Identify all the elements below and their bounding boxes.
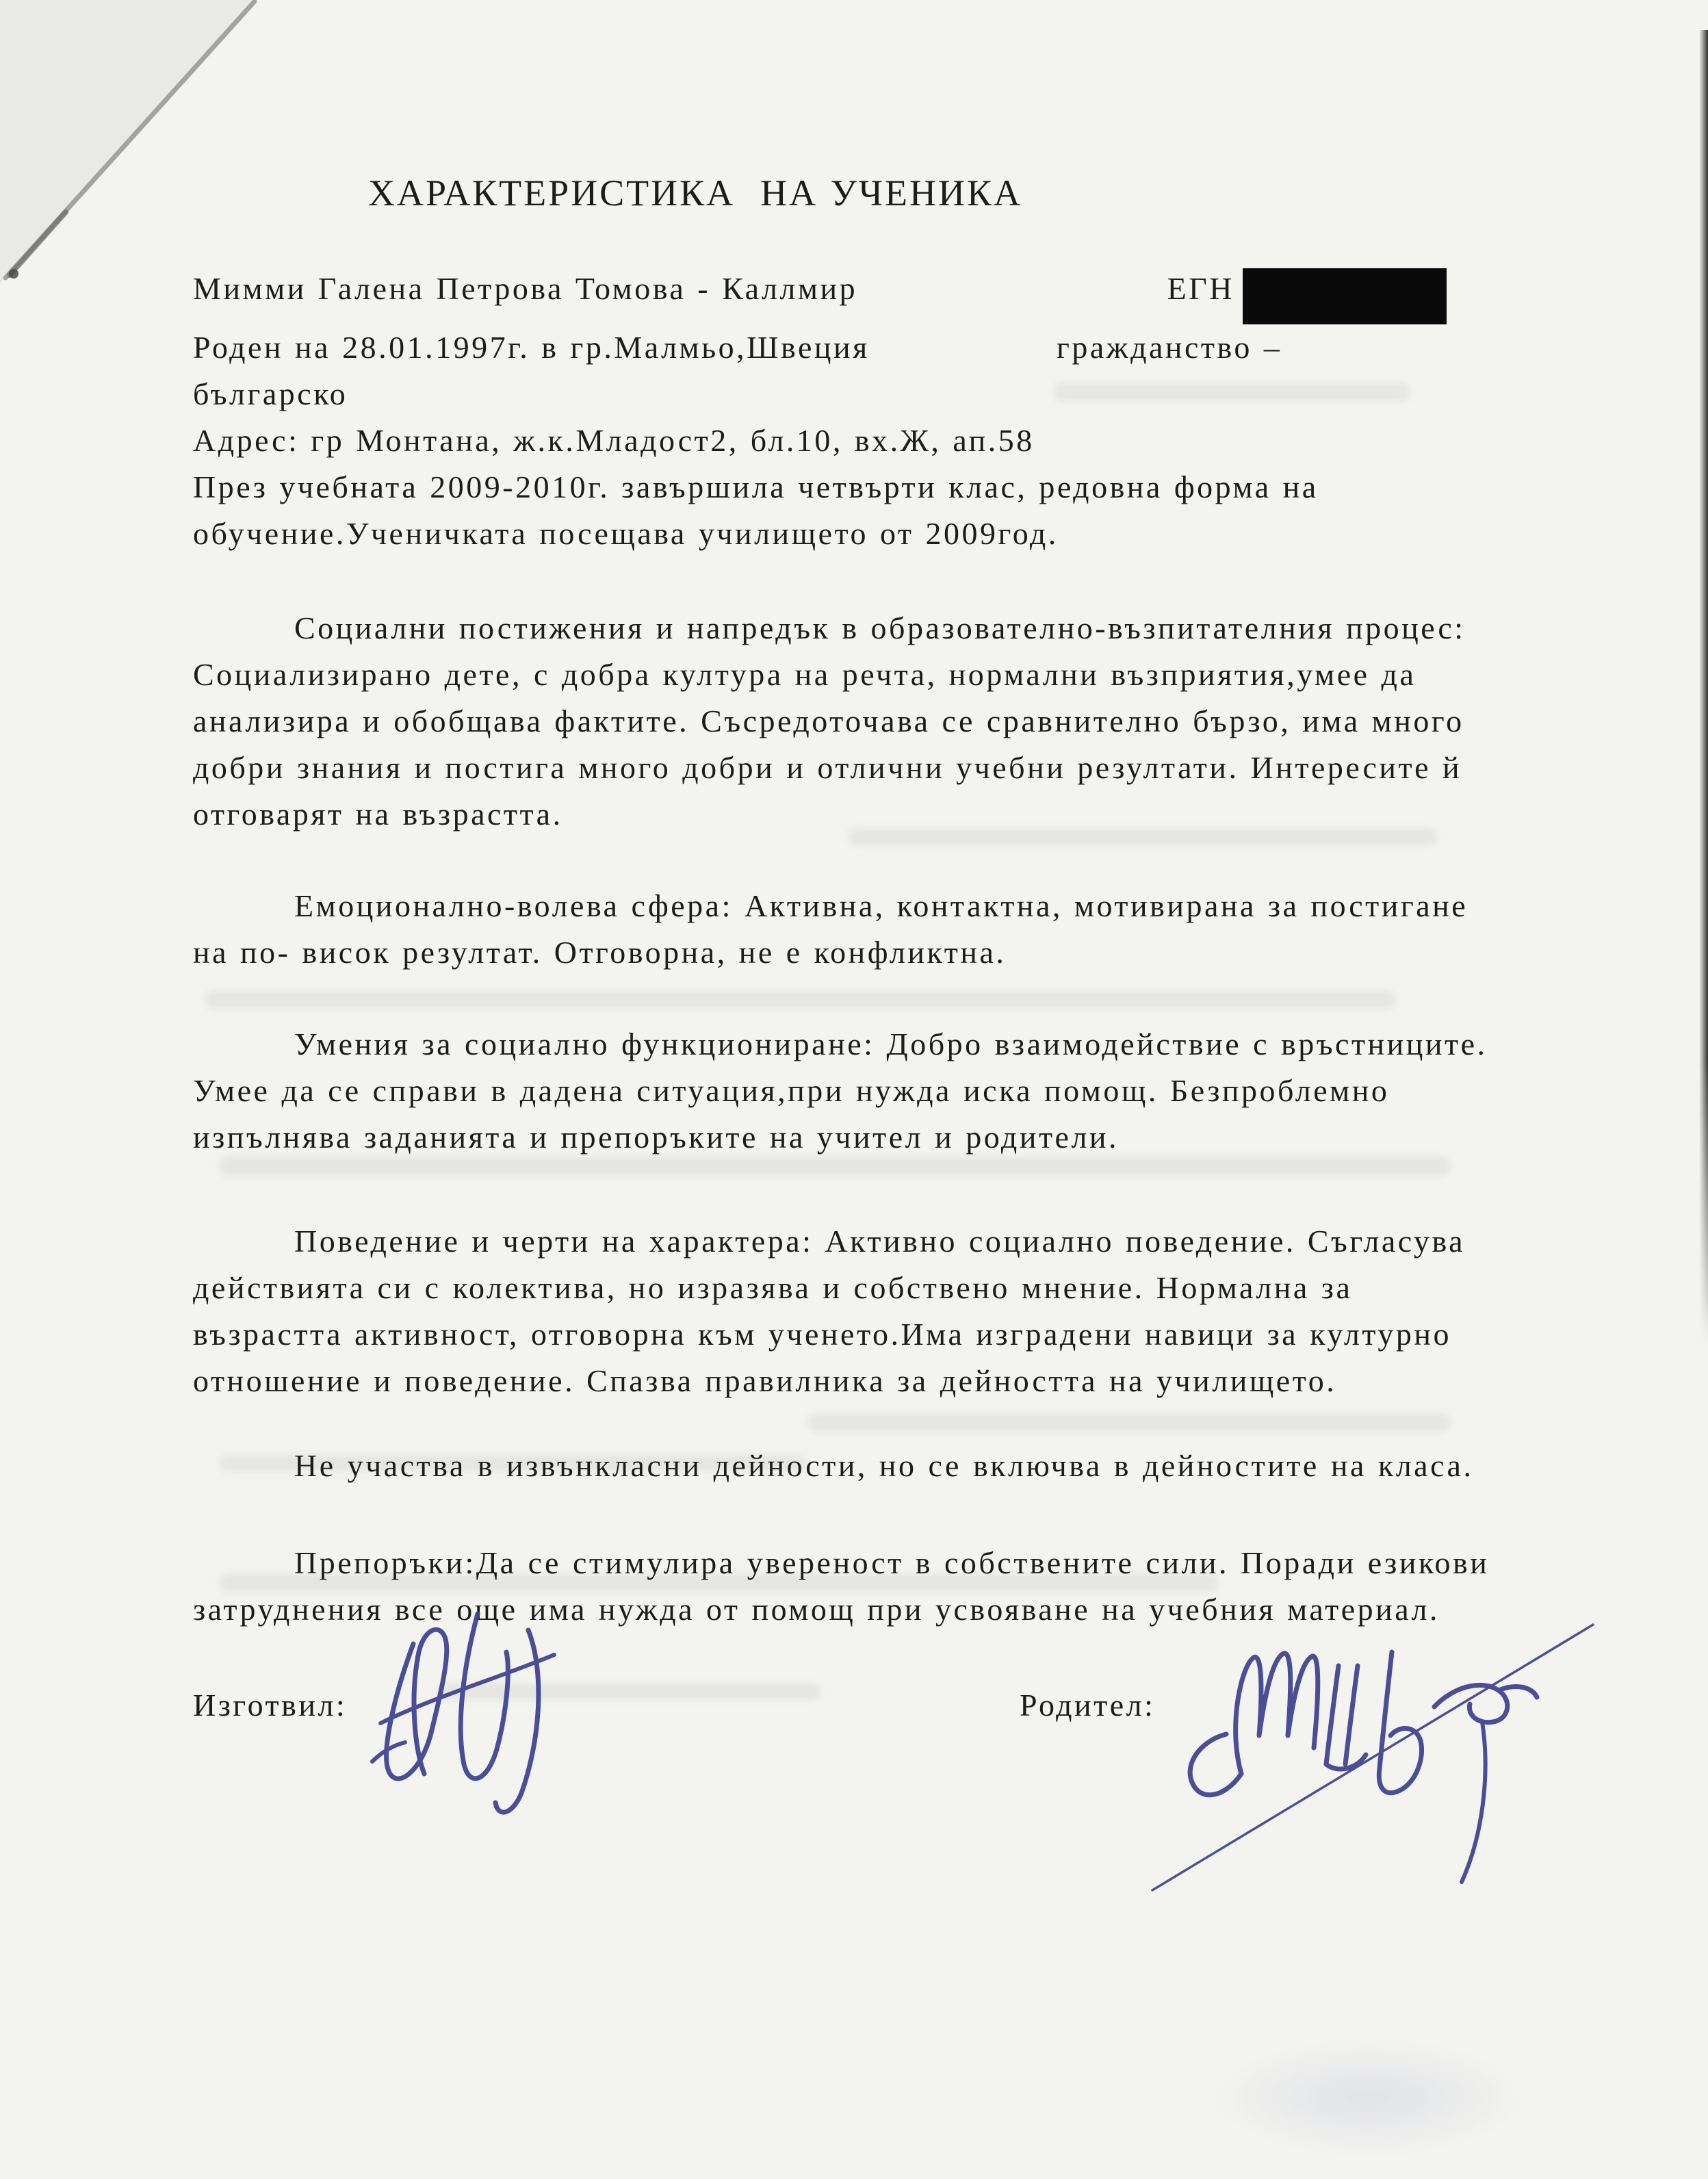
page-title: ХАРАКТЕРИСТИКА НА УЧЕНИКА: [368, 172, 1022, 214]
citizenship-value: българско: [193, 376, 348, 411]
citizenship-label: гражданство –: [1057, 330, 1282, 365]
student-name-row: [193, 266, 1497, 324]
paragraph-recommendations: Препоръки:Да се стимулира увереност в собствените сили. Поради езикови затруднения все още има нужда от помощ при усвояване на учебния материал.: [193, 1545, 1490, 1627]
student-name: Мимми Галена Петрова Томова - Каллмир: [193, 271, 858, 306]
document-content: [193, 170, 1497, 2057]
birth-line: Роден на 28.01.1997г. в гр.Малмьо,Швеция: [193, 330, 870, 365]
student-info-block: [193, 266, 1497, 557]
egn-label: ЕГН: [1167, 271, 1234, 306]
egn-redaction-box: [1243, 268, 1447, 324]
education-line: През учебната 2009-2010г. завършила четвърти клас, редовна форма на обучение.Ученичката посещава училището от 2009год.: [193, 469, 1319, 551]
teacher-signature: [348, 1588, 642, 1834]
paragraph-social-functioning: Умения за социално функциониране: Добро взаимодействие с връстниците. Умее да се справи в дадена ситуация,при нужда иска помощ. Безпроблемно изпълнява заданията и препоръките на учител и родители.: [193, 1027, 1488, 1155]
prepared-by-label: Изготвил:: [193, 1688, 348, 1723]
birth-row: [193, 324, 1497, 371]
parent-label: Родител:: [1020, 1688, 1156, 1723]
parent-signature: [1139, 1480, 1618, 1931]
egn-group: [1167, 266, 1447, 324]
address-line: Адрес: гр Монтана, ж.к.Младост2, бл.10, вх.Ж, ап.58: [193, 423, 1035, 458]
scan-edge-shadow: [1699, 30, 1708, 1344]
signatures-footer: [193, 1633, 1497, 2057]
paragraph-behavior-character: Поведение и черти на характера: Активно социално поведение. Съгласува действията си с колектива, но изразява и собствено мнение. Нормална за възрастта активност, отговорна към ученето.Има изградени навици за културно отношение и поведение. Спазва правилника за дейността на училището.: [193, 1224, 1466, 1398]
paragraph-emotional-sphere: Емоционално-волева сфера: Активна, контактна, мотивирана за постигане на по- висок резултат. Отговорна, не е конфликтна.: [193, 888, 1468, 970]
paragraph-social-achievements: Социални постижения и напредък в образователно-възпитателния процес: Социализирано дете, с добра култура на речта, нормални възприятия,умее да анализира и обобщава фактите. Съсредоточава се сравнително бързо, има много добри знания и постига много добри и отлични учебни резултати. Интересите й отговарят на възрастта.: [193, 610, 1466, 831]
paragraph-extracurricular: Не участва в извънкласни дейности, но се включва в дейностите на класа.: [294, 1448, 1474, 1483]
